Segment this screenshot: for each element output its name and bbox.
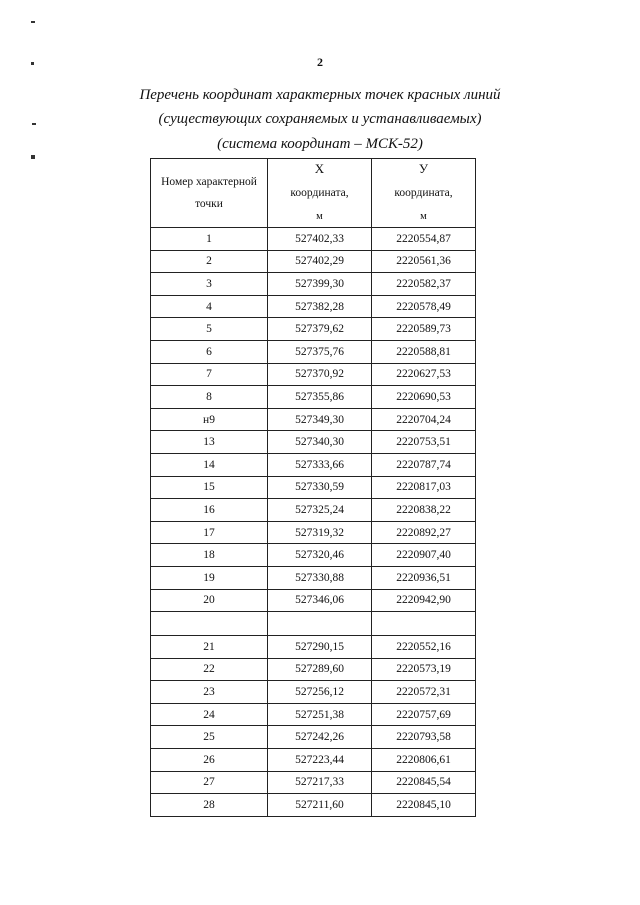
table-row: [151, 340, 476, 363]
cell-x-coordinate: 527402,29: [268, 250, 372, 273]
cell-point-number: 17: [151, 521, 268, 544]
cell-y-coordinate: 2220942,90: [372, 589, 476, 612]
cell-point-number: 19: [151, 566, 268, 589]
cell-x-coordinate: 527217,33: [268, 771, 372, 794]
cell-point-number: 28: [151, 794, 268, 817]
cell-x-coordinate: 527355,86: [268, 386, 372, 409]
header-y-label: координата,: [394, 187, 453, 199]
cell-x-coordinate: 527256,12: [268, 681, 372, 704]
cell-x-coordinate: 527379,62: [268, 318, 372, 341]
table-empty-row: [151, 612, 476, 636]
cell-y-coordinate: 2220561,36: [372, 250, 476, 273]
table-row: [151, 431, 476, 454]
scan-mark: [31, 155, 35, 159]
cell-point-number: 7: [151, 363, 268, 386]
header-x-unit: м: [316, 211, 323, 222]
table-row: [151, 703, 476, 726]
scan-mark: [31, 21, 35, 23]
table-row: [151, 250, 476, 273]
table-row: [151, 228, 476, 251]
cell-point-number: 18: [151, 544, 268, 567]
cell-y-coordinate: 2220582,37: [372, 273, 476, 296]
cell-x-coordinate: 527223,44: [268, 749, 372, 772]
cell-y-coordinate: 2220588,81: [372, 340, 476, 363]
cell-y-coordinate: 2220552,16: [372, 636, 476, 659]
table-row: [151, 681, 476, 704]
cell-x-coordinate: 527319,32: [268, 521, 372, 544]
cell-y-coordinate: 2220845,54: [372, 771, 476, 794]
cell-x-coordinate: 527325,24: [268, 499, 372, 522]
header-x-label: координата,: [290, 187, 349, 199]
table-row: [151, 794, 476, 817]
cell-point-number: 15: [151, 476, 268, 499]
header-x-coordinate: [268, 159, 372, 228]
cell-y-coordinate: 2220704,24: [372, 408, 476, 431]
cell-x-coordinate: 527289,60: [268, 658, 372, 681]
cell-x-coordinate: 527349,30: [268, 408, 372, 431]
cell-y-coordinate: 2220757,69: [372, 703, 476, 726]
table-row: [151, 386, 476, 409]
cell-point-number: 14: [151, 453, 268, 476]
header-point-number: Номер характерной точки: [151, 159, 268, 228]
header-y-unit: м: [420, 211, 427, 222]
header-y-axis: У: [418, 161, 429, 176]
cell-y-coordinate: 2220572,31: [372, 681, 476, 704]
cell-point-number: 25: [151, 726, 268, 749]
table-row: [151, 453, 476, 476]
table-header-row: [151, 159, 476, 228]
table-row: [151, 476, 476, 499]
cell-x-coordinate: 527320,46: [268, 544, 372, 567]
table-row: [151, 295, 476, 318]
header-y-coordinate: [372, 159, 476, 228]
cell-y-coordinate: 2220573,19: [372, 658, 476, 681]
cell-y-coordinate: 2220793,58: [372, 726, 476, 749]
table-row: [151, 273, 476, 296]
cell-x-coordinate: 527211,60: [268, 794, 372, 817]
cell-y-coordinate: 2220806,61: [372, 749, 476, 772]
cell-x-coordinate: 527346,06: [268, 589, 372, 612]
empty-cell: [151, 612, 268, 636]
cell-y-coordinate: 2220838,22: [372, 499, 476, 522]
cell-point-number: 27: [151, 771, 268, 794]
document-title-line-1: Перечень координат характерных точек красных линий: [139, 87, 501, 103]
table-row: [151, 726, 476, 749]
cell-point-number: 26: [151, 749, 268, 772]
cell-y-coordinate: 2220845,10: [372, 794, 476, 817]
cell-y-coordinate: 2220554,87: [372, 228, 476, 251]
table-body: [151, 228, 476, 817]
cell-y-coordinate: 2220578,49: [372, 295, 476, 318]
cell-point-number: н9: [151, 408, 268, 431]
empty-cell: [268, 612, 372, 636]
cell-x-coordinate: 527340,30: [268, 431, 372, 454]
cell-point-number: 24: [151, 703, 268, 726]
coordinates-table: [150, 158, 476, 817]
cell-point-number: 1: [151, 228, 268, 251]
cell-y-coordinate: 2220753,51: [372, 431, 476, 454]
cell-point-number: 13: [151, 431, 268, 454]
cell-point-number: 2: [151, 250, 268, 273]
cell-x-coordinate: 527290,15: [268, 636, 372, 659]
cell-point-number: 23: [151, 681, 268, 704]
cell-x-coordinate: 527251,38: [268, 703, 372, 726]
document-title-line-3: (система координат – МСК-52): [217, 136, 423, 152]
document-title-line-2: (существующих сохраняемых и устанавливаемых): [158, 111, 482, 127]
header-x-axis: X: [314, 161, 325, 176]
cell-x-coordinate: 527330,88: [268, 566, 372, 589]
cell-y-coordinate: 2220787,74: [372, 453, 476, 476]
table-row: [151, 658, 476, 681]
cell-point-number: 16: [151, 499, 268, 522]
cell-point-number: 8: [151, 386, 268, 409]
table-row: [151, 544, 476, 567]
table-row: [151, 566, 476, 589]
empty-cell: [372, 612, 476, 636]
cell-point-number: 22: [151, 658, 268, 681]
cell-y-coordinate: 2220627,53: [372, 363, 476, 386]
cell-y-coordinate: 2220690,53: [372, 386, 476, 409]
cell-y-coordinate: 2220907,40: [372, 544, 476, 567]
table-row: [151, 771, 476, 794]
cell-x-coordinate: 527375,76: [268, 340, 372, 363]
page-number: 2: [317, 55, 323, 69]
cell-x-coordinate: 527370,92: [268, 363, 372, 386]
cell-point-number: 5: [151, 318, 268, 341]
cell-point-number: 20: [151, 589, 268, 612]
table-row: [151, 363, 476, 386]
table-row: [151, 749, 476, 772]
cell-x-coordinate: 527242,26: [268, 726, 372, 749]
table-row: [151, 408, 476, 431]
table-row: [151, 589, 476, 612]
table-row: [151, 636, 476, 659]
cell-y-coordinate: 2220589,73: [372, 318, 476, 341]
cell-point-number: 4: [151, 295, 268, 318]
cell-y-coordinate: 2220817,03: [372, 476, 476, 499]
table-row: [151, 318, 476, 341]
cell-point-number: 21: [151, 636, 268, 659]
cell-x-coordinate: 527330,59: [268, 476, 372, 499]
cell-x-coordinate: 527333,66: [268, 453, 372, 476]
cell-point-number: 6: [151, 340, 268, 363]
cell-point-number: 3: [151, 273, 268, 296]
table-row: [151, 499, 476, 522]
cell-x-coordinate: 527399,30: [268, 273, 372, 296]
cell-y-coordinate: 2220936,51: [372, 566, 476, 589]
cell-x-coordinate: 527382,28: [268, 295, 372, 318]
cell-x-coordinate: 527402,33: [268, 228, 372, 251]
cell-y-coordinate: 2220892,27: [372, 521, 476, 544]
table-row: [151, 521, 476, 544]
